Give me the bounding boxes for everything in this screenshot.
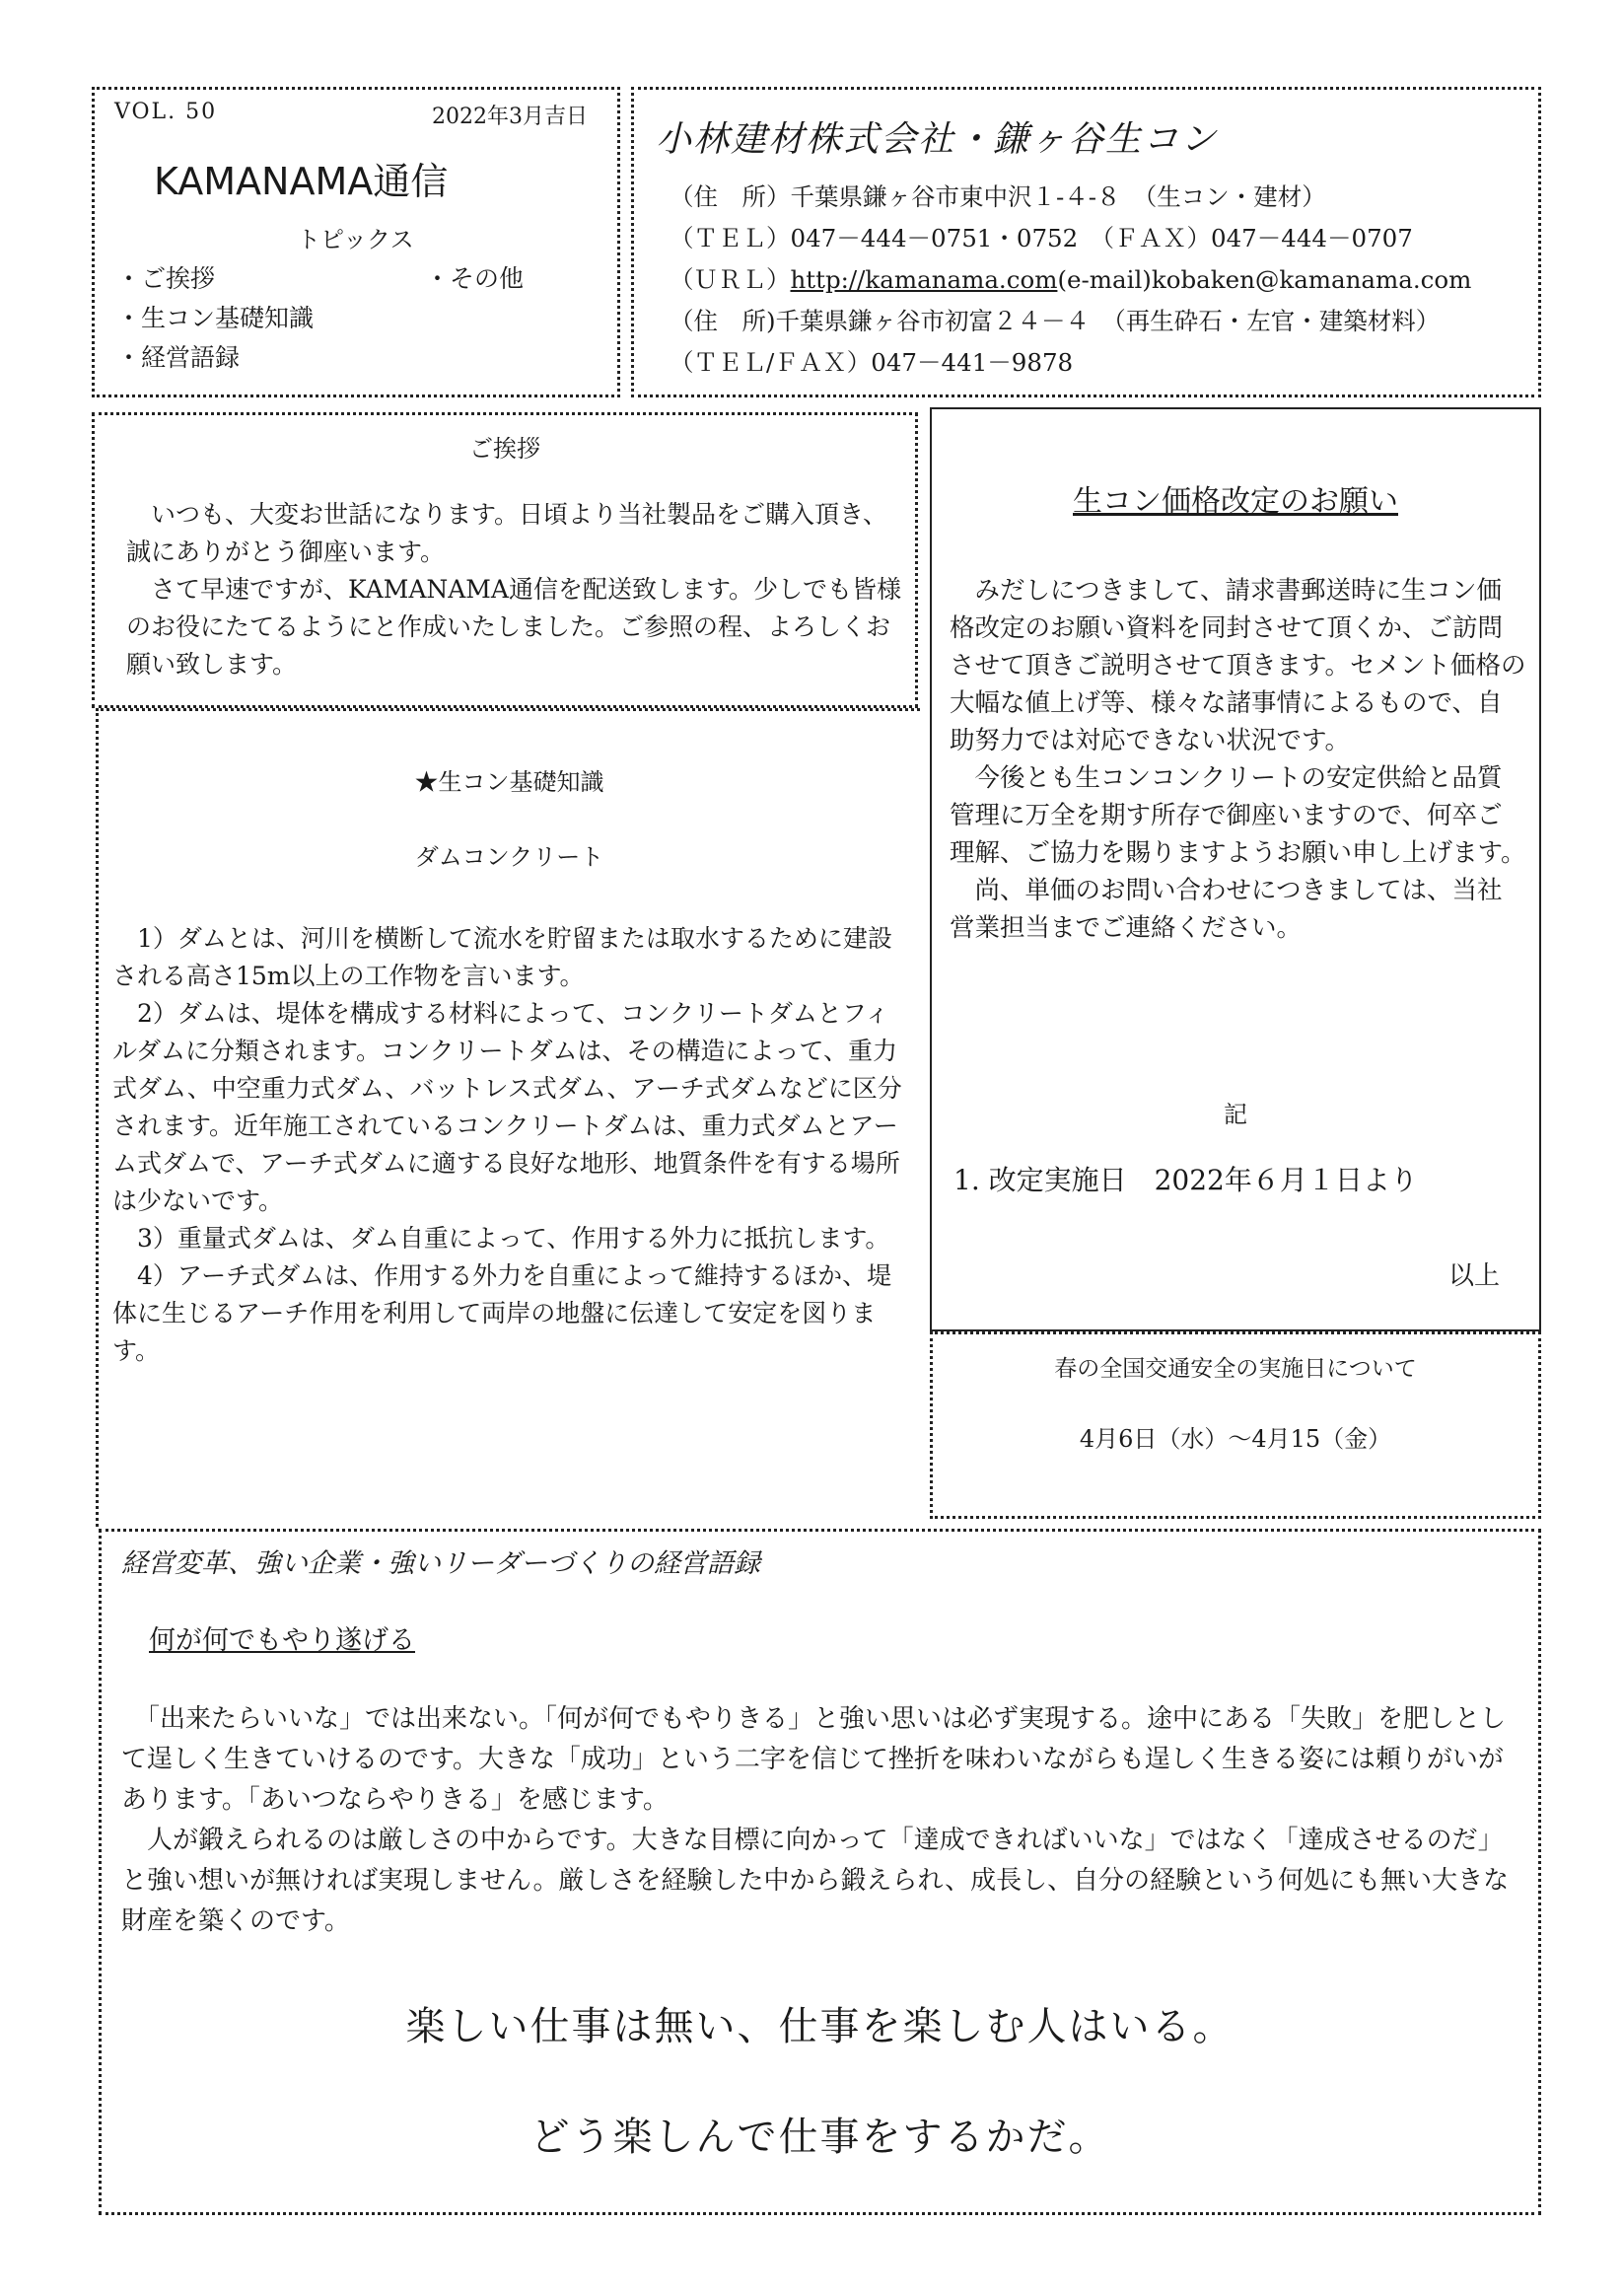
quotes-text: 「出来たらいいな」では出来ない。「何が何でもやりきる」と強い思いは必ず実現する。途中にある「失敗」を肥しとして逞しく生きていけるのです。大きな「成功」という二字を信じて挫折を味わいながらも逞しく生きる姿には頼りがいがあります。「あいつならやりきる」を感じます。 人が鍛えられるのは厳しさの中からです。大きな目標に向かって「達成できればいいな」ではなく「達成させるのだ」と強い想いが無ければ実現しません。厳しさを経験した中から鍛えられ、成長し、自分の経験という何処にも無い大きな財産を築くのです。 (121, 1704, 1510, 1936)
company-name: 小林建材株式会社・鎌ヶ谷生コン (656, 119, 1219, 160)
knowledge-text: 1）ダムとは、河川を横断して流水を貯留または取水するために建設される高さ15m以上の工作物を言います。 2）ダムは、堤体を構成する材料によって、コンクリートダムとフィルダムに分類されます。コンクリートダムは、その構造によって、重力式ダム、中空重力式ダム、バットレス式ダム、アーチ式ダムなどに区分されます。近年施工されているコンクリートダムは、重力式ダムとアーム式ダムで、アーチ式ダムに適する良好な地形、地質条件を有する場所は少ないです。 3）重量式ダムは、ダム自重によって、作用する外力に抵抗します。 4）アーチ式ダムは、作用する外力を自重によって維持するほか、堤体に生じるアーチ作用を利用して両岸の地盤に伝達して安定を図ります。 (112, 924, 902, 1365)
topic-item: ・その他 (425, 264, 525, 293)
traffic-dates: 4月6日（水）～4月15（金） (1079, 1425, 1392, 1453)
closing-mark: 以上 (1447, 1261, 1500, 1291)
address-line-2: （住 所)千葉県鎌ヶ谷市初富２４－４ （再生砕石・左官・建築材料） (670, 307, 1441, 335)
price-notice-heading: 生コン価格改定のお願い (1073, 484, 1398, 519)
quotes-heading: 経営変革、強い企業・強いリーダーづくりの経営語録 (121, 1548, 760, 1579)
motto-line-2: どう楽しんで仕事をするかだ。 (529, 2115, 1110, 2160)
company-info (631, 87, 1541, 397)
implementation-date: 1. 改定実施日 2022年６月１日より (953, 1164, 1418, 1196)
email-address: (e-mail)kobaken@kamanama.com (1057, 265, 1472, 294)
tel-fax-line: （ＴＥＬ）047－444－0751・0752 （ＦＡＸ）047－444－0707 (670, 224, 1413, 252)
ki-mark: 記 (1224, 1101, 1247, 1128)
tel-fax-line-2: （ＴＥＬ/ＦＡＸ）047－441－9878 (670, 348, 1074, 377)
topic-item: ・経営語録 (116, 343, 241, 372)
topic-item: ・生コン基礎知識 (116, 304, 315, 332)
knowledge-heading: ★生コン基礎知識 (414, 768, 604, 796)
greeting-text: いつも、大変お世話になります。日頃より当社製品をご購入頂き、誠にありがとう御座います。 さて早速ですが、KAMANAMA通信を配送致します。少しでも皆様のお役にたてるようにと作成いたしました。ご参照の程、よろしくお願い致します。 (126, 500, 901, 679)
quotes-subheading: 何が何でもやり遂げる (149, 1625, 415, 1656)
url-line (670, 261, 1471, 296)
traffic-heading: 春の全国交通安全の実施日について (1054, 1356, 1417, 1382)
knowledge-section (96, 708, 920, 1527)
topics-heading: トピックス (297, 226, 414, 253)
traffic-safety-section (930, 1331, 1541, 1519)
price-notice-text: みだしにつきまして、請求書郵送時に生コン価格改定のお願い資料を同封させて頂くか、ご訪問させて頂きご説明させて頂きます。セメント価格の大幅な値上げ等、様々な諸事情によるもので、自助努力では対応できない状況です。 今後とも生コンコンクリートの安定供給と品質管理に万全を期す所存で御座いますので、何卒ご理解、ご協力を賜りますようお願い申し上げます。 尚、単価のお問い合わせにつきましては、当社営業担当までご連絡ください。 (950, 576, 1526, 943)
management-quotes-section (99, 1529, 1541, 2215)
topic-item: ・ご挨拶 (116, 264, 216, 293)
knowledge-subheading: ダムコンクリート (414, 843, 604, 871)
website-link[interactable]: http://kamanama.com (790, 265, 1058, 294)
address-line: （住 所）千葉県鎌ヶ谷市東中沢１-４-８ （生コン・建材） (670, 182, 1326, 211)
newsletter-title: KAMANAMA通信 (154, 160, 449, 203)
issue-date: 2022年3月吉日 (432, 105, 588, 129)
volume-number: VOL. 50 (114, 100, 218, 124)
motto-line-1: 楽しい仕事は無い、仕事を楽しむ人はいる。 (405, 2004, 1235, 2049)
newsletter-masthead (92, 87, 620, 397)
greeting-section (92, 412, 918, 708)
greeting-heading: ご挨拶 (469, 435, 540, 463)
url-label: （ＵＲＬ） (670, 265, 791, 294)
price-revision-notice (930, 407, 1541, 1331)
